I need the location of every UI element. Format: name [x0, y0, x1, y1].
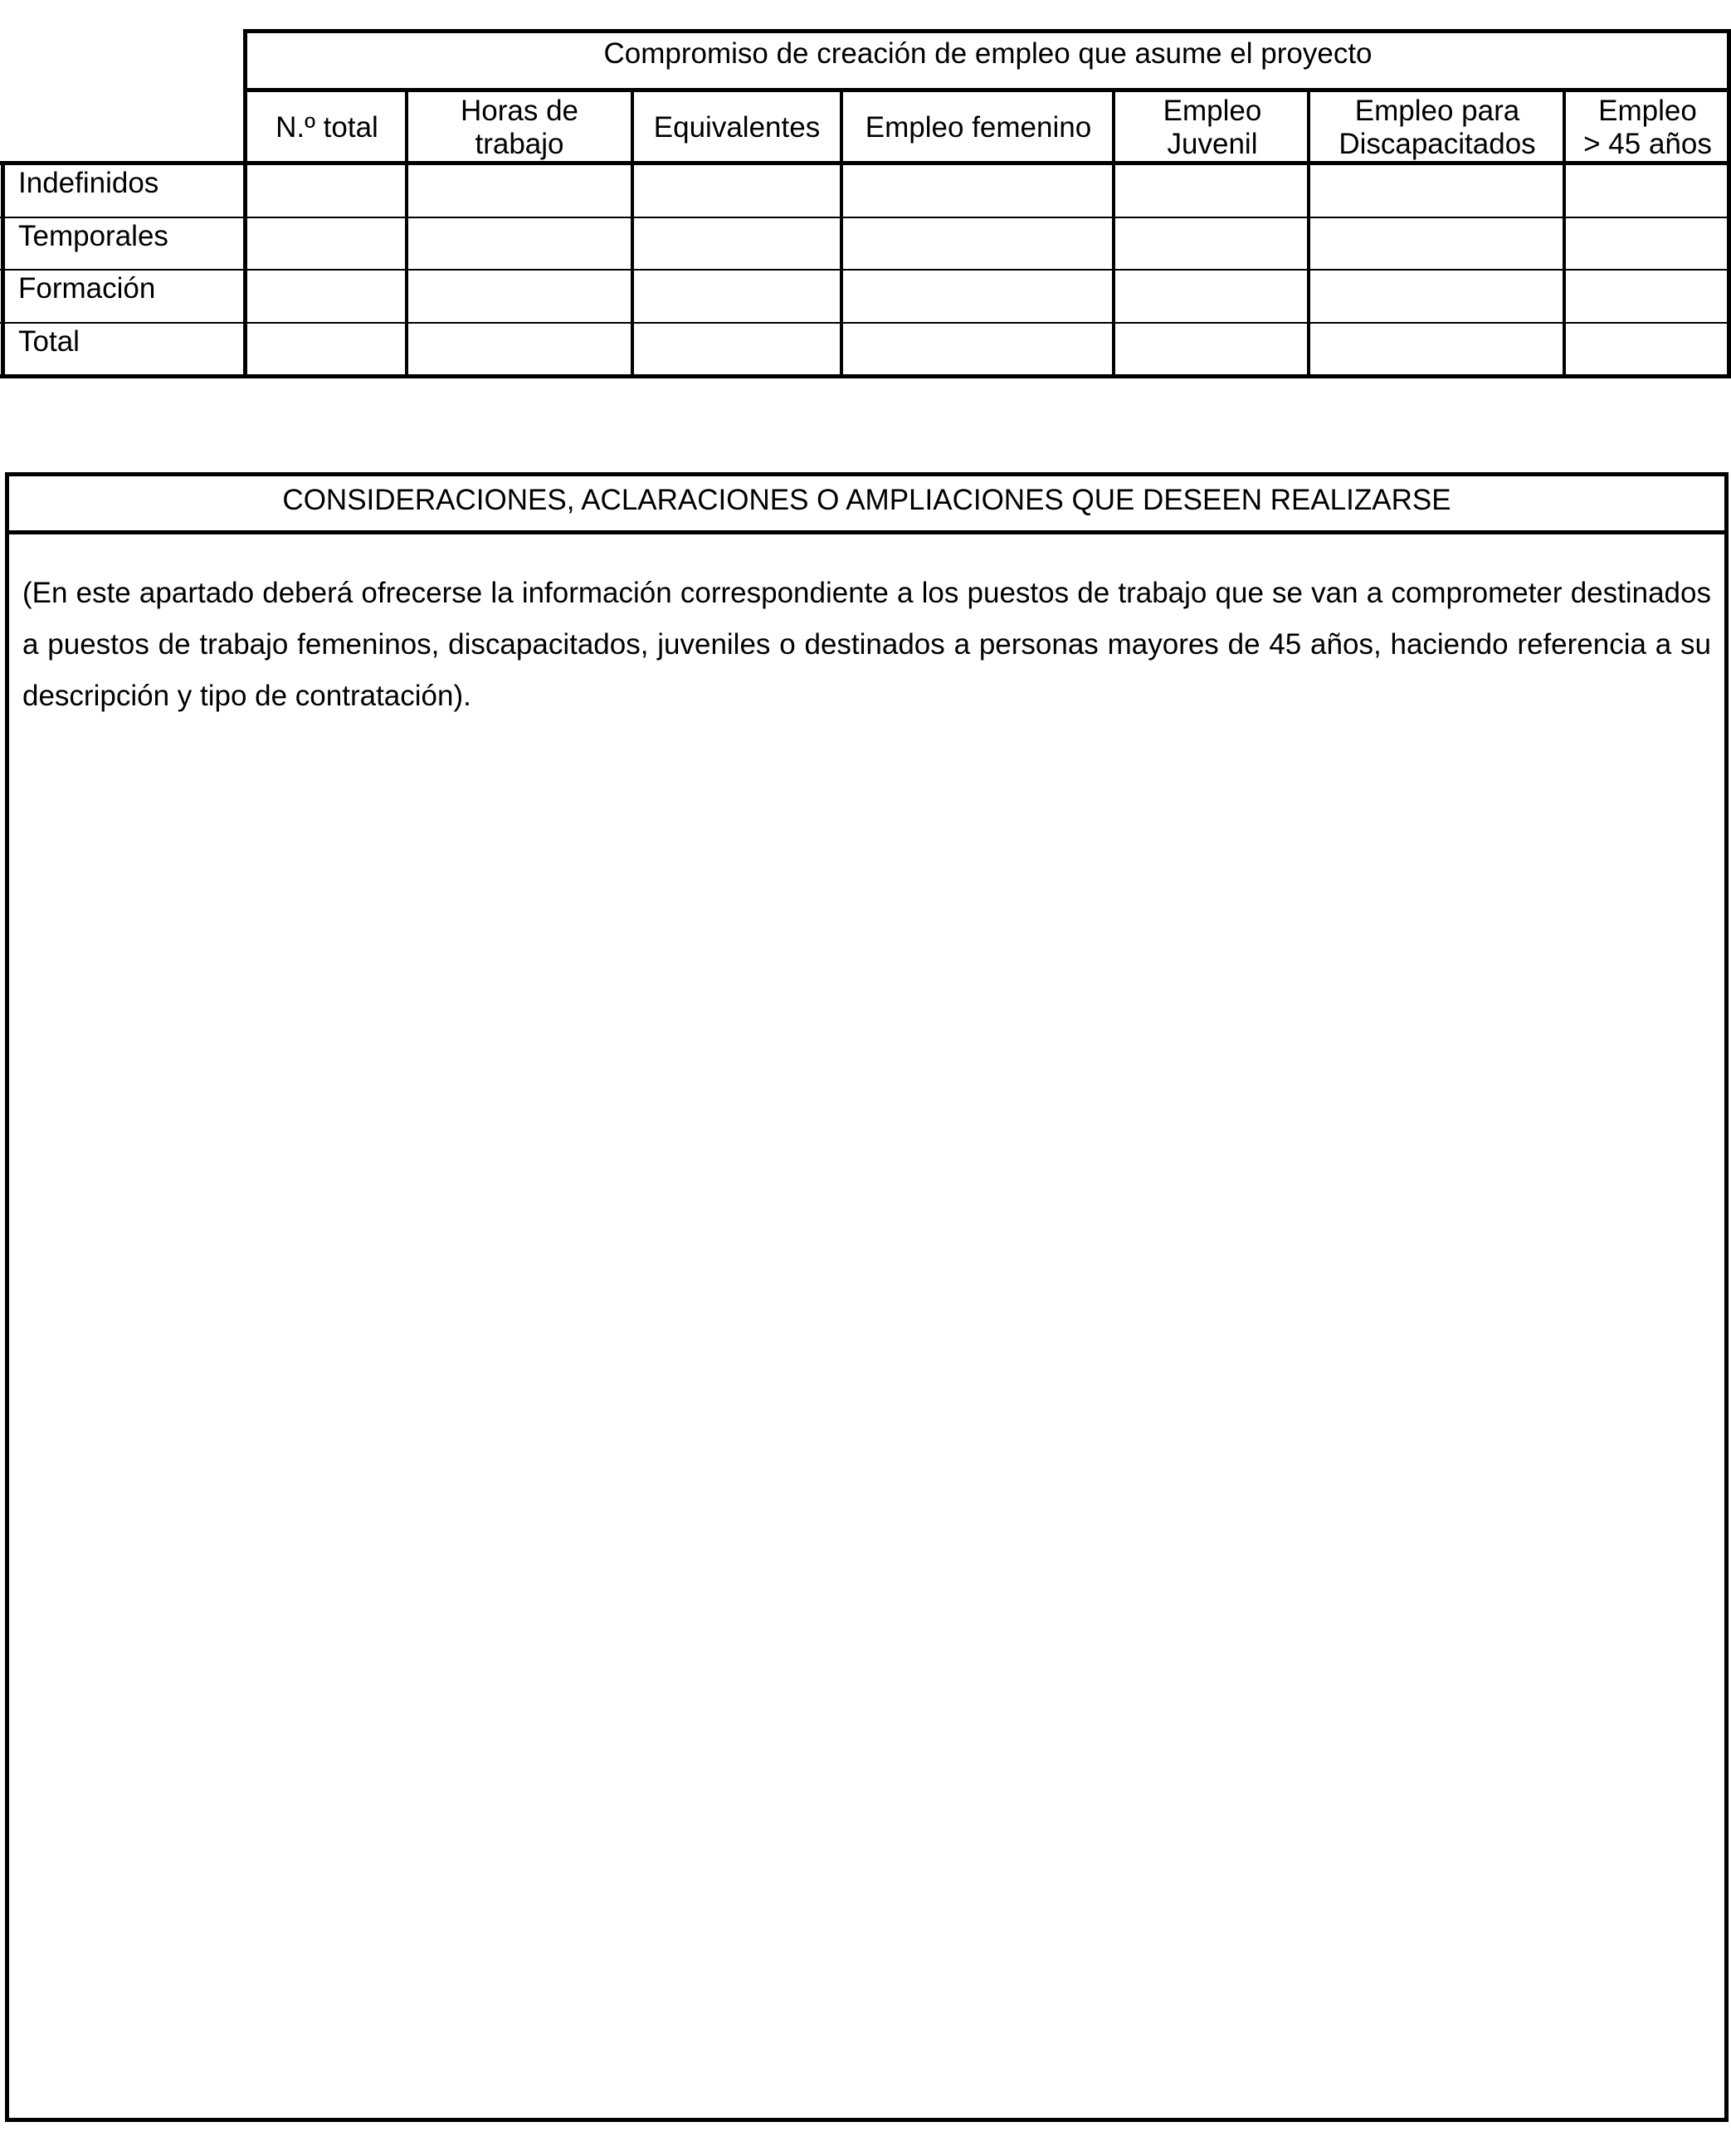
row-label-temporary — [5, 218, 244, 270]
table-border-bottom — [0, 374, 1731, 378]
row-label-indefinite-text: Indefinidos — [18, 167, 159, 199]
table-divider-header — [0, 161, 1731, 165]
row-label-indefinite — [5, 165, 244, 217]
table-row-divider — [0, 269, 1731, 271]
column-header-disabled-line2: Discapacitados — [1338, 128, 1536, 160]
table-row-divider — [0, 217, 1731, 218]
table-column-divider — [840, 88, 843, 378]
column-header-female — [843, 92, 1114, 163]
considerations-body[interactable] — [9, 534, 1724, 722]
column-header-female-label: Empleo femenino — [865, 111, 1092, 144]
table-border-data-left — [243, 29, 247, 378]
considerations-title: CONSIDERACIONES, ACLARACIONES O AMPLIACIONES QUE DESEEN REALIZARSE — [9, 476, 1724, 534]
considerations-instructions: (En este apartado deberá ofrecerse la información correspondiente a los puestos de trabajo que se van a comprometer destinados a puestos de trabajo femeninos, discapacitados, juveniles o destinados a personas mayores de 45 años, haciendo referencia a su descripción y tipo de contratación). — [22, 577, 1711, 712]
row-label-temporary-text: Temporales — [18, 220, 168, 252]
table-divider-group — [243, 88, 1731, 92]
column-header-youth-line2: Juvenil — [1167, 128, 1258, 160]
column-header-over45 — [1567, 92, 1729, 163]
table-row-divider — [0, 322, 1731, 324]
column-header-over45-line2: > 45 años — [1583, 128, 1712, 160]
table-border-top — [243, 29, 1731, 33]
employment-commitment-table — [0, 0, 1731, 382]
column-header-hours-line1: Horas de — [460, 95, 579, 127]
table-column-divider — [1307, 88, 1310, 378]
table-border-left — [1, 161, 5, 378]
row-label-total-text: Total — [18, 325, 80, 358]
column-header-total-label: N.º total — [275, 111, 378, 144]
row-label-training-text: Formación — [18, 272, 156, 305]
column-header-equivalents — [632, 92, 841, 163]
column-header-disabled-line1: Empleo para — [1354, 95, 1520, 127]
group-header — [247, 33, 1729, 75]
table-column-divider — [1112, 88, 1115, 378]
table-border-right — [1727, 29, 1731, 378]
column-header-hours-line2: trabajo — [475, 128, 564, 160]
table-column-divider — [1563, 88, 1566, 378]
column-header-youth — [1116, 92, 1309, 163]
table-column-divider — [631, 88, 634, 378]
column-header-hours — [408, 92, 631, 163]
group-header-label: Compromiso de creación de empleo que asume el proyecto — [603, 37, 1373, 70]
row-label-total — [5, 324, 244, 375]
row-label-training — [5, 271, 244, 322]
column-header-over45-line1: Empleo — [1598, 95, 1697, 127]
column-header-youth-line1: Empleo — [1163, 95, 1262, 127]
column-header-total — [247, 92, 407, 163]
column-header-equivalents-label: Equivalentes — [653, 111, 821, 144]
considerations-box — [5, 472, 1729, 2122]
table-column-divider — [405, 88, 408, 378]
column-header-disabled — [1310, 92, 1564, 163]
